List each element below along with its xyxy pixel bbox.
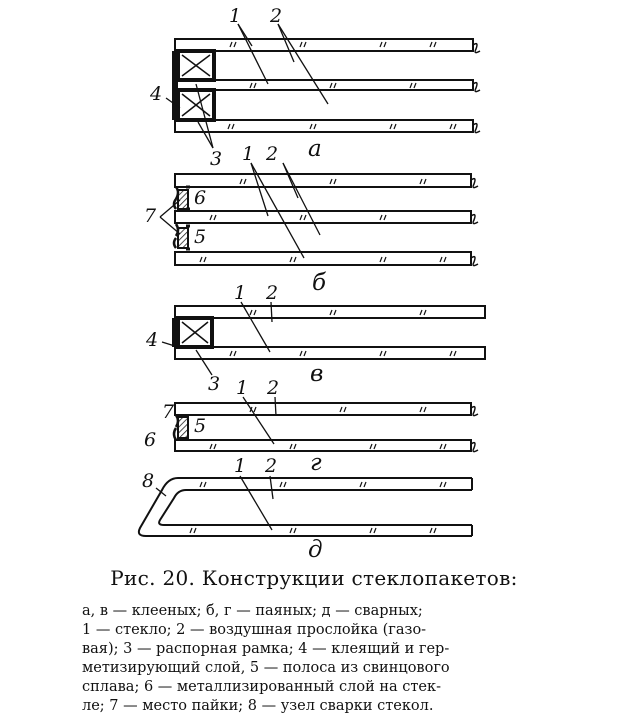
glass-pane bbox=[175, 347, 485, 359]
caption-line: 1 — стекло; 2 — воздушная прослойка (газо- bbox=[82, 622, 427, 638]
caption-line: а, в — клееных; б, г — паяных; д — сварных; bbox=[82, 603, 423, 619]
caption-line: метизирующий слой, 5 — полоса из свинцового bbox=[82, 660, 450, 676]
label-1-d: 1 bbox=[234, 455, 247, 477]
panel-letter-b: б bbox=[312, 270, 327, 296]
glass-pane bbox=[175, 211, 471, 223]
label-2-d: 2 bbox=[265, 455, 278, 477]
label-4-a: 4 bbox=[150, 83, 163, 105]
welded-glass bbox=[139, 478, 472, 536]
panel-letter-a: а bbox=[308, 136, 322, 162]
label-1-v: 1 bbox=[234, 282, 247, 304]
glass-pane bbox=[175, 174, 471, 187]
label-2-g: 2 bbox=[267, 377, 280, 399]
label-6-b: 6 bbox=[194, 187, 207, 209]
lead-strip bbox=[178, 417, 188, 438]
glass-pane bbox=[175, 39, 473, 51]
welded-glass bbox=[159, 490, 472, 525]
label-1-a: 1 bbox=[229, 5, 242, 27]
panel-v bbox=[162, 302, 485, 375]
glass-pane bbox=[175, 120, 473, 132]
sealant-layer bbox=[172, 318, 178, 347]
panel-a bbox=[166, 24, 480, 148]
glass-pane bbox=[175, 403, 471, 415]
sealant-layer bbox=[172, 51, 178, 120]
lead-strip bbox=[178, 228, 188, 248]
label-5-g: 5 bbox=[194, 415, 207, 437]
label-2-b: 2 bbox=[266, 143, 279, 165]
label-3-v: 3 bbox=[208, 373, 221, 395]
label-2-a: 2 bbox=[270, 5, 283, 27]
panel-b bbox=[160, 163, 478, 266]
lead-strip bbox=[178, 190, 188, 209]
panel-letter-v: в bbox=[310, 361, 324, 387]
caption-line: вая); 3 — распорная рамка; 4 — клеящий и гер- bbox=[82, 641, 450, 657]
label-4-v: 4 bbox=[146, 329, 159, 351]
panel-letter-d: д bbox=[308, 537, 323, 563]
glass-pane bbox=[175, 80, 473, 90]
panel-d bbox=[139, 476, 472, 536]
figure-caption bbox=[82, 602, 562, 716]
panel-letter-g: г bbox=[310, 450, 322, 476]
glass-pane bbox=[175, 252, 471, 265]
label-5-b: 5 bbox=[194, 226, 207, 248]
label-3-a: 3 bbox=[210, 148, 223, 170]
label-2-v: 2 bbox=[266, 282, 279, 304]
glass-pane bbox=[175, 306, 485, 318]
label-8-d: 8 bbox=[142, 470, 155, 492]
caption-line: сплава; 6 — металлизированный слой на стек- bbox=[82, 679, 441, 695]
label-7-g: 7 bbox=[162, 401, 175, 423]
label-1-b: 1 bbox=[242, 143, 255, 165]
label-1-g: 1 bbox=[236, 377, 249, 399]
caption-line: ле; 7 — место пайки; 8 — узел сварки стекол. bbox=[82, 698, 434, 714]
label-7-b: 7 bbox=[144, 205, 157, 227]
glass-pane bbox=[175, 440, 471, 451]
figure-title: Рис. 20. Конструкции стеклопакетов: bbox=[110, 566, 518, 590]
label-6-g: 6 bbox=[144, 429, 157, 451]
panel-g bbox=[174, 397, 478, 452]
